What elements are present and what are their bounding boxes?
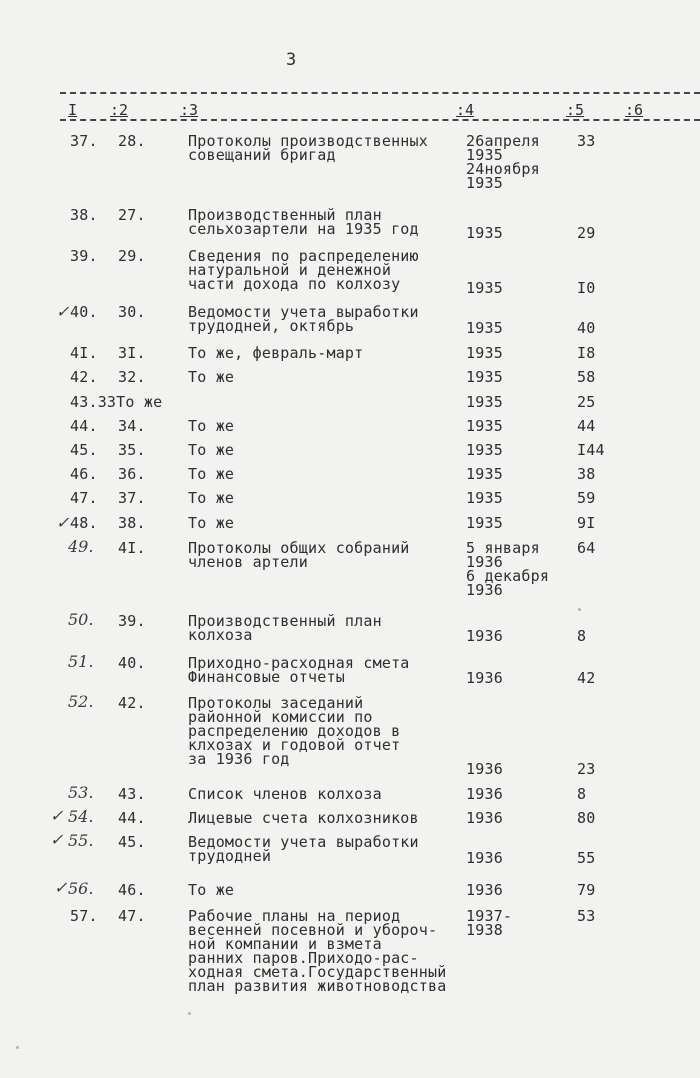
row-50-old-number: 39. [118, 612, 146, 630]
row-46-date: 1935 [466, 465, 503, 483]
row-47-title: То же [188, 489, 235, 507]
row-41-title: То же, февраль-март [188, 344, 364, 362]
row-37-title: Протоколы производственных совещаний бригад [188, 132, 428, 164]
row-55-old-number: 45. [118, 833, 146, 851]
row-40-old-number: 30. [118, 303, 146, 321]
row-57-count: 53 [577, 907, 596, 925]
row-44-date: 1935 [466, 417, 503, 435]
row-40-count: 40 [577, 319, 596, 337]
row-52-title: Протоколы заседаний районной комиссии по распределению доходов в клхозах и годовой отчет за 1936 год [188, 694, 401, 768]
row-51-count: 42 [577, 669, 596, 687]
row-40-check-mark: ✓ [56, 302, 70, 321]
column-header-3: :3 [180, 101, 199, 119]
paper-speck [188, 1012, 191, 1015]
row-54-title: Лицевые счета колхозников [188, 809, 419, 827]
row-44-count: 44 [577, 417, 596, 435]
row-52-number-handwritten: 52. [68, 692, 94, 711]
column-header-5: :5 [566, 101, 585, 119]
row-43-date: 1935 [466, 393, 503, 411]
row-53-title: Список членов колхоза [188, 785, 382, 803]
page-number: 3 [286, 50, 297, 70]
row-53-count: 8 [577, 785, 587, 803]
paper-speck [16, 1046, 19, 1049]
column-header-1: I [68, 101, 78, 119]
row-38-count: 29 [577, 224, 596, 242]
row-37-number: 37. [70, 132, 98, 150]
row-39-count: I0 [577, 279, 596, 297]
row-44-title: То же [188, 417, 235, 435]
row-38-number: 38. [70, 206, 98, 224]
row-41-count: I8 [577, 344, 596, 362]
row-53-old-number: 43. [118, 785, 146, 803]
row-41-date: 1935 [466, 344, 503, 362]
row-37-old-number: 28. [118, 132, 146, 150]
row-55-number-handwritten: 55. [68, 831, 94, 850]
column-header-2: :2 [110, 101, 129, 119]
row-40-date: 1935 [466, 319, 503, 337]
row-45-number: 45. [70, 441, 98, 459]
row-50-number-handwritten: 50. [68, 610, 94, 629]
row-55-count: 55 [577, 849, 596, 867]
row-51-title: Приходно-расходная смета Финансовые отчеты [188, 654, 410, 686]
row-49-title: Протоколы общих собраний членов артели [188, 539, 410, 571]
row-44-number: 44. [70, 417, 98, 435]
row-46-old-number: 36. [118, 465, 146, 483]
row-49-number-handwritten: 49. [68, 537, 94, 556]
row-54-number-handwritten: 54. [68, 807, 94, 826]
row-49-date: 5 января 1936 6 декабря 1936 [466, 539, 550, 599]
row-43-count: 25 [577, 393, 596, 411]
row-47-date: 1935 [466, 489, 503, 507]
row-39-title: Сведения по распределению натуральной и денежной части дохода по колхозу [188, 247, 419, 293]
row-37-count: 33 [577, 132, 596, 150]
row-49-count: 64 [577, 539, 596, 557]
row-52-old-number: 42. [118, 694, 146, 712]
row-48-number: 48. [70, 514, 98, 532]
row-53-date: 1936 [466, 785, 503, 803]
row-54-date: 1936 [466, 809, 503, 827]
row-44-old-number: 34. [118, 417, 146, 435]
row-47-old-number: 37. [118, 489, 146, 507]
column-header-4: :4 [456, 101, 475, 119]
row-48-old-number: 38. [118, 514, 146, 532]
row-40-title: Ведомости учета выработки трудодней, октябрь [188, 303, 419, 335]
row-46-number: 46. [70, 465, 98, 483]
row-42-date: 1935 [466, 368, 503, 386]
row-56-check-mark: ✓ [54, 878, 68, 897]
row-45-date: 1935 [466, 441, 503, 459]
row-39-old-number: 29. [118, 247, 146, 265]
header-bottom-rule [60, 119, 700, 121]
row-43-number-and-title: 43.33То же [70, 393, 163, 411]
row-56-date: 1936 [466, 881, 503, 899]
row-42-title: То же [188, 368, 235, 386]
row-55-check-mark: ✓ [50, 830, 64, 849]
row-51-number-handwritten: 51. [68, 652, 94, 671]
row-57-date: 1937- 1938 [466, 907, 513, 939]
row-38-old-number: 27. [118, 206, 146, 224]
row-51-old-number: 40. [118, 654, 146, 672]
row-45-count: I44 [577, 441, 605, 459]
row-56-old-number: 46. [118, 881, 146, 899]
row-38-date: 1935 [466, 224, 503, 242]
row-37-date: 26апреля 1935 24ноября 1935 [466, 132, 540, 192]
row-48-check-mark: ✓ [56, 513, 70, 532]
row-48-date: 1935 [466, 514, 503, 532]
row-57-title: Рабочие планы на период весенней посевной и убороч- ной компании и взмета ранних паров.Приходо-рас- ходная смета.Государственный план развития животноводства [188, 907, 447, 995]
row-52-date: 1936 [466, 760, 503, 778]
row-47-count: 59 [577, 489, 596, 507]
row-47-number: 47. [70, 489, 98, 507]
row-39-date: 1935 [466, 279, 503, 297]
row-56-count: 79 [577, 881, 596, 899]
row-56-number-handwritten: 56. [68, 879, 94, 898]
row-51-date: 1936 [466, 669, 503, 687]
row-50-count: 8 [577, 627, 587, 645]
row-53-number-handwritten: 53. [68, 783, 94, 802]
row-49-old-number: 4I. [118, 539, 146, 557]
row-50-date: 1936 [466, 627, 503, 645]
row-50-title: Производственный план колхоза [188, 612, 382, 644]
row-41-old-number: 3I. [118, 344, 146, 362]
row-57-number: 57. [70, 907, 98, 925]
row-55-date: 1936 [466, 849, 503, 867]
header-top-rule [60, 92, 700, 94]
row-45-old-number: 35. [118, 441, 146, 459]
row-42-old-number: 32. [118, 368, 146, 386]
row-57-old-number: 47. [118, 907, 146, 925]
row-45-title: То же [188, 441, 235, 459]
paper-speck [578, 608, 581, 611]
row-52-count: 23 [577, 760, 596, 778]
column-header-6: :6 [625, 101, 644, 119]
row-54-old-number: 44. [118, 809, 146, 827]
row-39-number: 39. [70, 247, 98, 265]
row-46-count: 38 [577, 465, 596, 483]
row-46-title: То же [188, 465, 235, 483]
row-41-number: 4I. [70, 344, 98, 362]
row-42-count: 58 [577, 368, 596, 386]
row-40-number: 40. [70, 303, 98, 321]
row-54-count: 80 [577, 809, 596, 827]
row-56-title: То же [188, 881, 235, 899]
row-48-title: То же [188, 514, 235, 532]
row-42-number: 42. [70, 368, 98, 386]
row-54-check-mark: ✓ [50, 806, 64, 825]
row-38-title: Производственный план сельхозартели на 1935 год [188, 206, 419, 238]
row-55-title: Ведомости учета выработки трудодней [188, 833, 419, 865]
row-48-count: 9I [577, 514, 596, 532]
